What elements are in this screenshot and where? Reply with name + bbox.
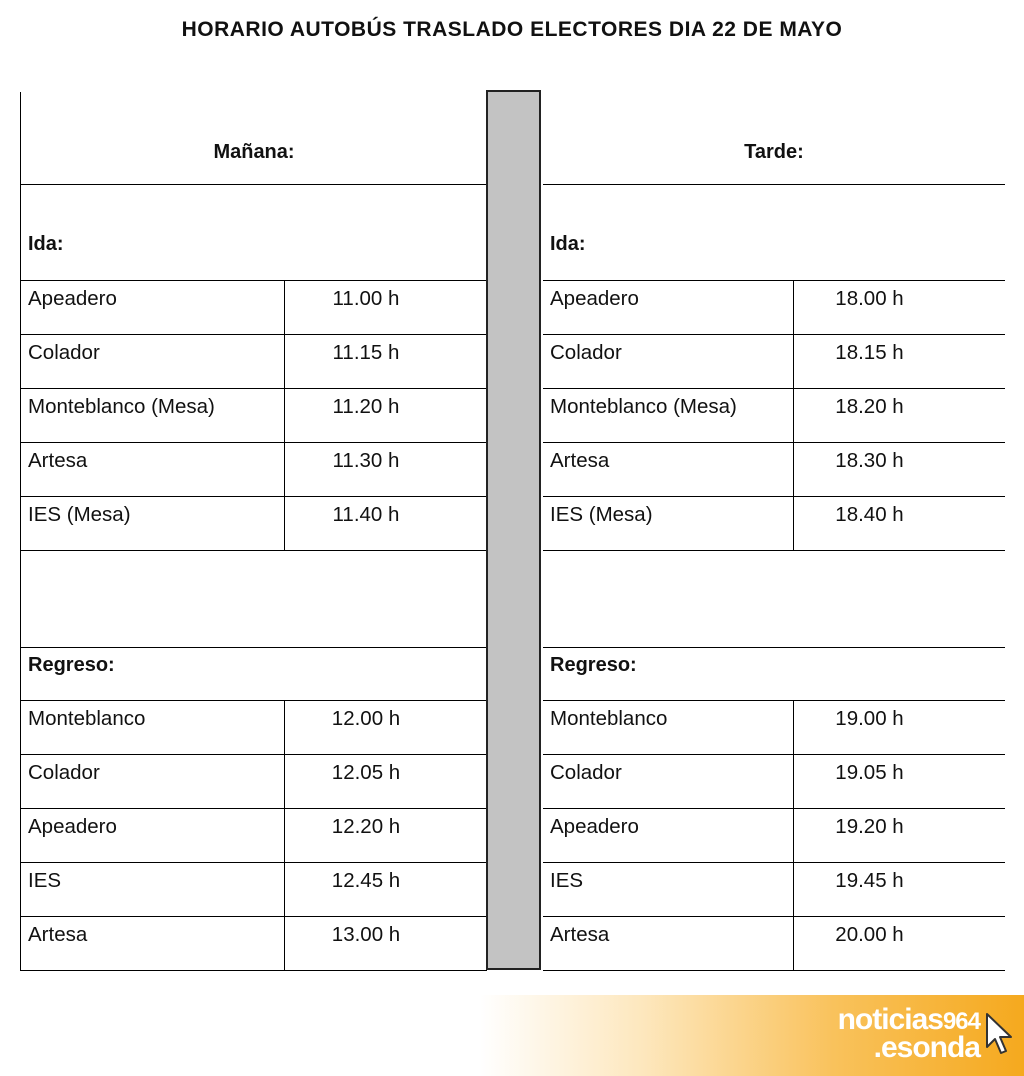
morning-ida-label: Ida: — [21, 185, 487, 281]
table-row — [21, 917, 487, 971]
stop-name: Artesa — [21, 443, 285, 496]
stop-time: 19.45 h — [835, 869, 904, 892]
brand-banner — [480, 995, 1024, 1076]
stop-time: 11.30 h — [332, 449, 400, 472]
stop-time: 12.20 h — [331, 815, 401, 838]
stop-name: Artesa — [21, 917, 285, 970]
column-divider — [486, 90, 541, 970]
brand-logo — [837, 1003, 980, 1064]
table-row — [543, 497, 1005, 551]
stop-name: Colador — [543, 755, 794, 808]
morning-heading: Mañana: — [21, 92, 487, 185]
stop-name: Monteblanco (Mesa) — [543, 389, 794, 442]
brand-line1: noticias — [837, 1003, 943, 1036]
stop-time: 11.20 h — [332, 395, 400, 418]
page-title: HORARIO AUTOBÚS TRASLADO ELECTORES DIA 22 DE MAYO — [181, 18, 843, 41]
table-row — [21, 335, 487, 389]
stop-name: Apeadero — [21, 809, 285, 862]
stop-time: 18.15 h — [835, 341, 904, 364]
table-row — [543, 281, 1005, 335]
stop-time: 20.00 h — [835, 923, 904, 946]
stop-name: Monteblanco (Mesa) — [21, 389, 285, 442]
stop-name: Colador — [543, 335, 794, 388]
stop-time: 11.40 h — [332, 503, 400, 526]
stop-time: 19.20 h — [835, 815, 904, 838]
table-row — [21, 809, 487, 863]
table-row — [543, 809, 1005, 863]
brand-line2: .esonda — [873, 1031, 980, 1064]
stop-time: 18.20 h — [835, 395, 904, 418]
afternoon-schedule — [543, 92, 1005, 971]
table-row — [543, 335, 1005, 389]
stop-name: Apeadero — [543, 809, 794, 862]
afternoon-heading: Tarde: — [543, 92, 1005, 185]
stop-time: 12.45 h — [331, 869, 401, 892]
stop-time: 19.05 h — [835, 761, 904, 784]
stop-name: IES (Mesa) — [21, 497, 285, 550]
stop-time: 12.05 h — [331, 761, 401, 784]
table-row — [543, 863, 1005, 917]
stop-name: Apeadero — [21, 281, 285, 334]
table-row — [543, 701, 1005, 755]
stop-name: Monteblanco — [543, 701, 794, 754]
stop-time: 11.15 h — [332, 341, 400, 364]
table-row — [21, 497, 487, 551]
stop-time: 18.30 h — [835, 449, 904, 472]
table-row — [21, 281, 487, 335]
stop-name: IES — [21, 863, 285, 916]
stop-time: 12.00 h — [331, 707, 401, 730]
stop-time: 13.00 h — [331, 923, 401, 946]
table-row — [543, 917, 1005, 971]
table-row — [543, 755, 1005, 809]
spacer-row — [543, 551, 1005, 648]
table-row — [543, 389, 1005, 443]
afternoon-regreso-label: Regreso: — [543, 648, 1005, 701]
stop-time: 11.00 h — [332, 287, 400, 310]
stop-time: 19.00 h — [835, 707, 904, 730]
stop-name: Colador — [21, 335, 285, 388]
table-row — [21, 701, 487, 755]
stop-name: Artesa — [543, 917, 794, 970]
morning-regreso-label: Regreso: — [21, 648, 487, 701]
cursor-arrow-icon — [984, 1011, 1014, 1057]
morning-schedule — [20, 92, 487, 971]
stop-name: Colador — [21, 755, 285, 808]
table-row — [21, 443, 487, 497]
spacer-row — [21, 551, 487, 648]
stop-name: Apeadero — [543, 281, 794, 334]
stop-name: IES (Mesa) — [543, 497, 794, 550]
stop-time: 18.00 h — [835, 287, 904, 310]
brand-line1-num: 964 — [942, 1008, 980, 1035]
table-row — [21, 755, 487, 809]
table-row — [543, 443, 1005, 497]
stop-name: Artesa — [543, 443, 794, 496]
table-row — [21, 389, 487, 443]
stop-name: IES — [543, 863, 794, 916]
stop-name: Monteblanco — [21, 701, 285, 754]
stop-time: 18.40 h — [835, 503, 904, 526]
table-row — [21, 863, 487, 917]
afternoon-ida-label: Ida: — [543, 185, 1005, 281]
